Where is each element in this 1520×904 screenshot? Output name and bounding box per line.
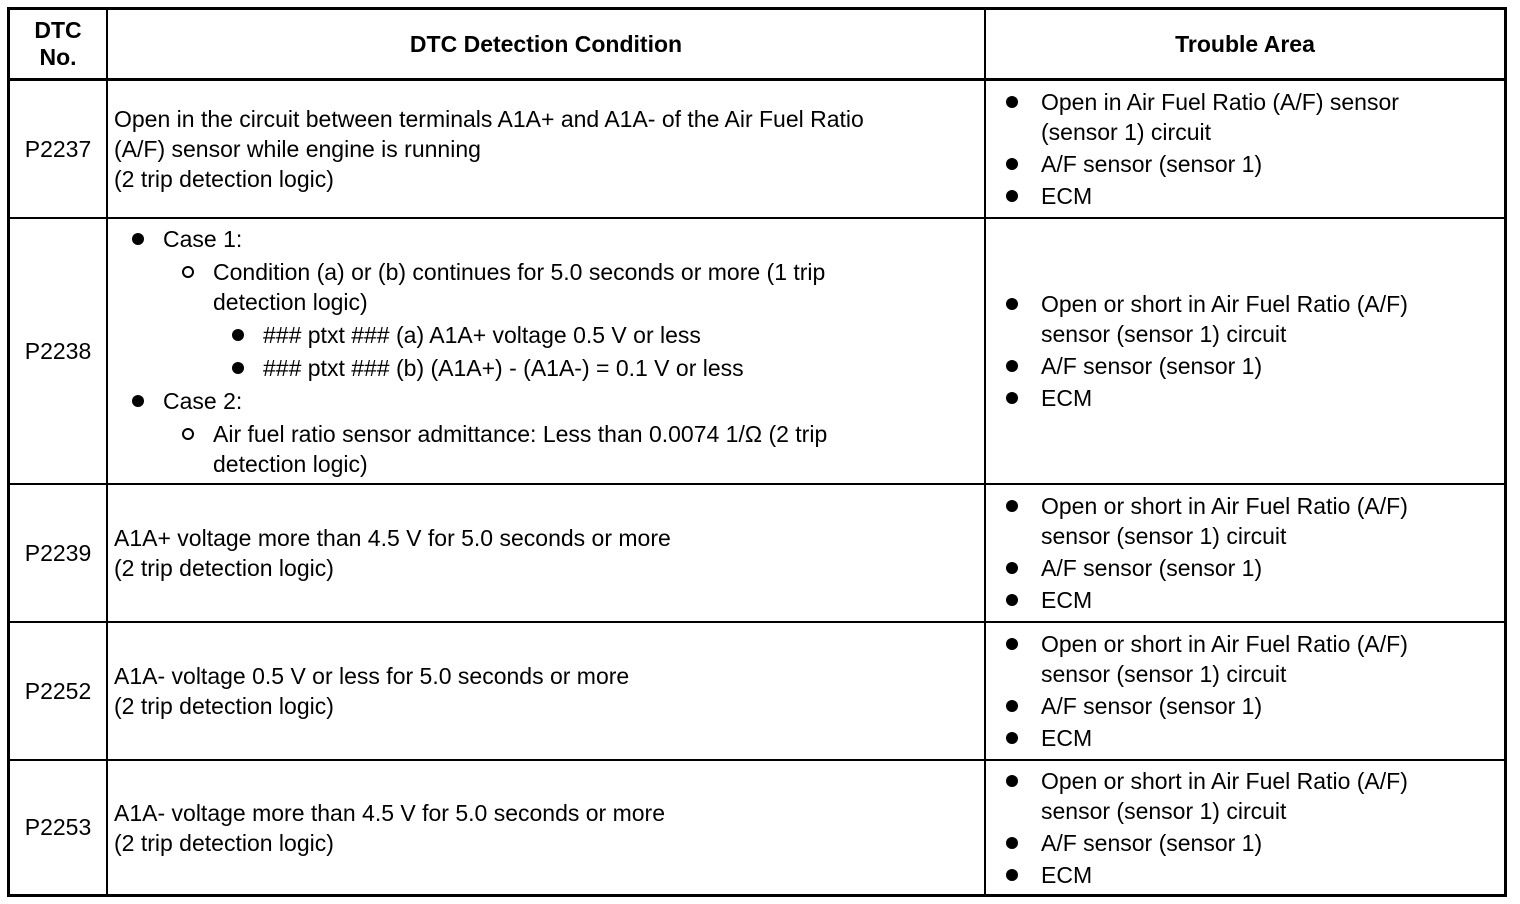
trouble-item: Open or short in Air Fuel Ratio (A/F) sensor (sensor 1) circuit <box>986 766 1504 826</box>
bullet-dot-icon <box>1006 732 1018 744</box>
case-1: Case 1: <box>108 224 984 254</box>
trouble-item: Open or short in Air Fuel Ratio (A/F) sensor (sensor 1) circuit <box>986 629 1504 689</box>
bullet-dot-icon <box>132 395 144 407</box>
dtc-code: P2252 <box>24 677 92 704</box>
condition-cell <box>108 219 984 483</box>
bullet-dot-icon <box>132 233 144 245</box>
condition-line: (A/F) sensor while engine is running <box>114 136 481 162</box>
condition-cell <box>108 81 984 217</box>
condition-line: (2 trip detection logic) <box>114 166 334 192</box>
bullet-ring-icon <box>182 428 194 440</box>
bullet-dot-icon <box>1006 158 1018 170</box>
dtc-code: P2237 <box>24 135 92 162</box>
bullet-dot-icon <box>1006 298 1018 310</box>
trouble-item: Open or short in Air Fuel Ratio (A/F) sensor (sensor 1) circuit <box>986 289 1504 349</box>
trouble-cell <box>986 623 1504 759</box>
dtc-code: P2253 <box>24 814 92 840</box>
bullet-dot-icon <box>1006 392 1018 404</box>
header-dtc-no <box>10 10 106 78</box>
trouble-item: Open or short in Air Fuel Ratio (A/F) sensor (sensor 1) circuit <box>986 491 1504 551</box>
header-condition: DTC Detection Condition <box>409 30 683 57</box>
trouble-item: ECM <box>986 383 1504 413</box>
trouble-item: ECM <box>986 585 1504 615</box>
trouble-item: ECM <box>986 181 1504 211</box>
case-1-condition-b: ### ptxt ### (b) (A1A+) - (A1A-) = 0.1 V or less <box>108 353 984 383</box>
case-1-condition-a: ### ptxt ### (a) A1A+ voltage 0.5 V or less <box>108 320 984 350</box>
condition-cell <box>108 761 984 894</box>
condition-cell <box>108 485 984 621</box>
trouble-item: A/F sensor (sensor 1) <box>986 691 1504 721</box>
bullet-dot-icon <box>1006 700 1018 712</box>
case-2: Case 2: <box>108 386 984 416</box>
trouble-cell <box>986 485 1504 621</box>
bullet-dot-icon <box>1006 594 1018 606</box>
bullet-dot-icon <box>232 329 244 341</box>
trouble-item: Open in Air Fuel Ratio (A/F) sensor (sensor 1) circuit <box>986 87 1504 147</box>
bullet-dot-icon <box>1006 562 1018 574</box>
bullet-dot-icon <box>232 362 244 374</box>
trouble-cell <box>986 81 1504 217</box>
trouble-item: ECM <box>986 860 1504 890</box>
trouble-item: A/F sensor (sensor 1) <box>986 553 1504 583</box>
trouble-cell <box>986 219 1504 483</box>
header-dtc-no-line1: DTC <box>34 17 82 43</box>
case-1-condition: Condition (a) or (b) continues for 5.0 seconds or more (1 trip detection logic) <box>108 257 984 317</box>
bullet-dot-icon <box>1006 869 1018 881</box>
trouble-item: A/F sensor (sensor 1) <box>986 351 1504 381</box>
dtc-table <box>7 7 1507 897</box>
bullet-dot-icon <box>1006 775 1018 787</box>
case-2-condition: Air fuel ratio sensor admittance: Less than 0.0074 1/Ω (2 trip detection logic) <box>108 419 984 479</box>
dtc-code: P2238 <box>24 337 92 364</box>
bullet-dot-icon <box>1006 638 1018 650</box>
condition-line: (2 trip detection logic) <box>114 693 334 719</box>
header-dtc-no-line2: No. <box>39 44 77 70</box>
bullet-dot-icon <box>1006 96 1018 108</box>
bullet-dot-icon <box>1006 190 1018 202</box>
condition-line: (2 trip detection logic) <box>114 555 334 581</box>
condition-line: Open in the circuit between terminals A1A+ and A1A- of the Air Fuel Ratio <box>114 106 864 132</box>
condition-line: A1A+ voltage more than 4.5 V for 5.0 seconds or more <box>114 525 671 551</box>
condition-cell <box>108 623 984 759</box>
bullet-dot-icon <box>1006 360 1018 372</box>
bullet-dot-icon <box>1006 837 1018 849</box>
bullet-dot-icon <box>1006 500 1018 512</box>
condition-line: A1A- voltage more than 4.5 V for 5.0 seconds or more <box>114 799 666 826</box>
dtc-code: P2239 <box>24 539 92 566</box>
bullet-ring-icon <box>182 266 194 278</box>
trouble-item: A/F sensor (sensor 1) <box>986 828 1504 858</box>
header-trouble-area: Trouble Area <box>1175 30 1315 57</box>
condition-line: (2 trip detection logic) <box>114 829 334 856</box>
condition-line: A1A- voltage 0.5 V or less for 5.0 seconds or more <box>114 663 630 689</box>
trouble-item: A/F sensor (sensor 1) <box>986 149 1504 179</box>
trouble-item: ECM <box>986 723 1504 753</box>
trouble-cell <box>986 761 1504 894</box>
